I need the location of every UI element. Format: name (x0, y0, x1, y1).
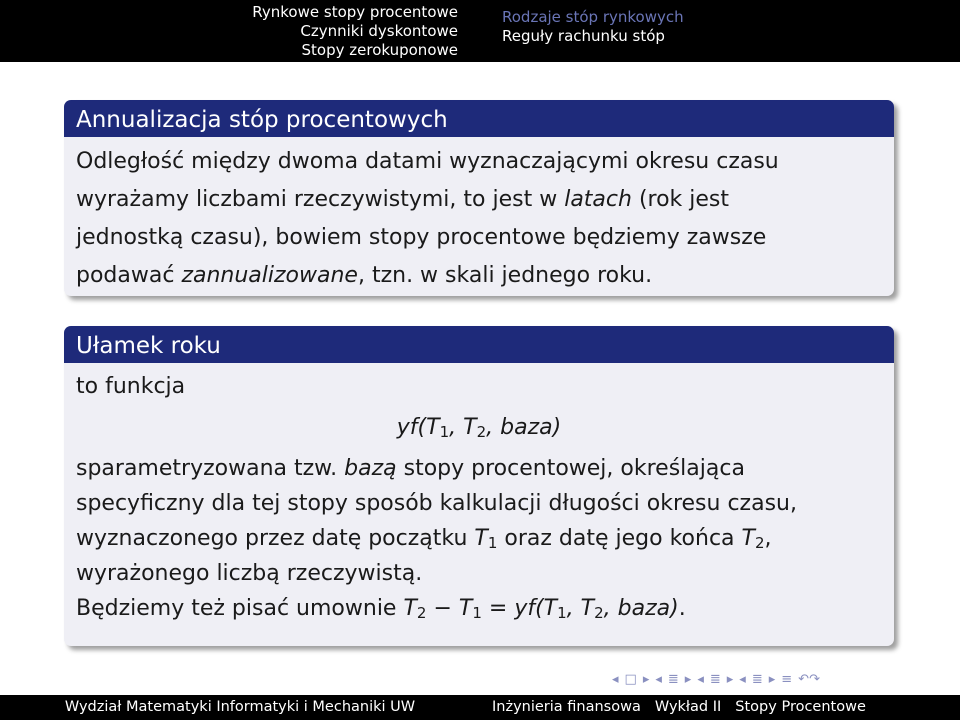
text: wyrażamy liczbami rzeczywistymi, to jest w (76, 187, 565, 212)
nav-prev-part-icon[interactable]: ◂ (739, 672, 746, 687)
math-expression: $T_2 - T_1 = yf(T_1$, $T_2$, baza) (403, 596, 679, 622)
text-line (76, 143, 882, 181)
text-line (76, 486, 882, 521)
text: specyficzny dla tej stopy sposób kalkulacji długości okresu czasu, (76, 491, 797, 516)
nav-prev-subsection-icon[interactable]: ◂ (655, 672, 662, 687)
block-title: Annualizacja stóp procentowych (64, 100, 894, 137)
math-T1: $T_1$ (474, 526, 498, 552)
block-body (64, 137, 894, 307)
nav-prev-section-icon[interactable]: ◂ (697, 672, 704, 687)
block-body (64, 363, 894, 638)
text: sparametryzowana tzw. (76, 456, 345, 481)
emphasis-text: bazą (344, 456, 397, 481)
frame-icon[interactable]: □ (624, 672, 637, 687)
text-line (76, 556, 882, 591)
text-line (76, 219, 882, 257)
part-icon[interactable]: ≣ (751, 672, 763, 687)
nav-next-frame-icon[interactable]: ▸ (642, 672, 650, 687)
text: to funkcja (76, 374, 186, 399)
section-icon[interactable]: ≣ (709, 672, 721, 687)
text-line (76, 369, 882, 404)
nav-prev-frame-icon[interactable]: ◂ (612, 672, 619, 687)
math-T2: $T_2$ (741, 526, 765, 552)
nav-stopy-zerokuponowe[interactable]: Stopy zerokuponowe (301, 41, 458, 59)
emphasis-text: latach (564, 187, 632, 212)
text: Odległość między dwoma datami wyznaczającymi okresu czasu (76, 149, 779, 174)
math-sub: 2 (476, 423, 487, 441)
math-yf: yf (396, 415, 418, 440)
math-sep: , (449, 415, 464, 440)
text-line (76, 181, 882, 219)
math-T: T (463, 415, 477, 440)
math-sep: , (486, 415, 501, 440)
math-paren: ) (552, 415, 562, 440)
text-line (76, 521, 882, 556)
text: , (764, 526, 772, 551)
math-baza: baza (500, 415, 553, 440)
footer-course (480, 695, 960, 720)
header-nav (0, 0, 960, 62)
footer-topic: Stopy Procentowe (735, 699, 866, 715)
block-title: Ułamek roku (64, 326, 894, 363)
text: Będziemy też pisać umownie (76, 596, 404, 621)
search-back-icon[interactable]: ↶↷ (798, 672, 820, 687)
nav-rodzaje-stop[interactable]: Rodzaje stóp rynkowych (502, 8, 684, 26)
nav-reguly-rachunku[interactable]: Reguły rachunku stóp (502, 27, 665, 45)
text: wyrażonego liczbą rzeczywistą. (76, 561, 423, 586)
align-icon[interactable]: ≡ (781, 672, 793, 687)
formula-yf (76, 404, 882, 451)
math-sub: 1 (439, 423, 450, 441)
emphasis-text: zannualizowane (181, 263, 358, 288)
math-paren: ( (417, 415, 427, 440)
nav-rynkowe-stopy[interactable]: Rynkowe stopy procentowe (252, 3, 458, 21)
text: oraz datę jego końca (497, 526, 742, 551)
text: . (678, 596, 686, 621)
block-ulamek-roku (64, 326, 894, 646)
footer-lecture: Wykład II (654, 699, 722, 715)
text-line (76, 257, 882, 295)
footer-institution: Wydział Matematyki Informatyki i Mechaniki UW (64, 699, 416, 715)
text: stopy procentowej, określająca (396, 456, 745, 481)
text-line (76, 451, 882, 486)
text: jednostką czasu), bowiem stopy procentowe będziemy zawsze (76, 225, 767, 250)
nav-czynniki-dyskontowe[interactable]: Czynniki dyskontowe (300, 22, 458, 40)
nav-next-part-icon[interactable]: ▸ (768, 672, 776, 687)
footer-course-name: Inżynieria finansowa (492, 699, 641, 715)
text: podawać (76, 263, 182, 288)
nav-next-section-icon[interactable]: ▸ (726, 672, 734, 687)
block-annualizacja (64, 100, 894, 296)
text: (rok jest (631, 187, 730, 212)
subsection-icon[interactable]: ≣ (667, 672, 679, 687)
header-section-left (0, 0, 480, 62)
slide-navigation (612, 672, 820, 687)
nav-next-subsection-icon[interactable]: ▸ (684, 672, 692, 687)
text: wyznaczonego przez datę początku (76, 526, 475, 551)
math-T: T (426, 415, 440, 440)
text-line (76, 591, 882, 626)
footer (0, 695, 960, 720)
header-section-right (480, 0, 960, 62)
text: , tzn. w skali jednego roku. (357, 263, 653, 288)
